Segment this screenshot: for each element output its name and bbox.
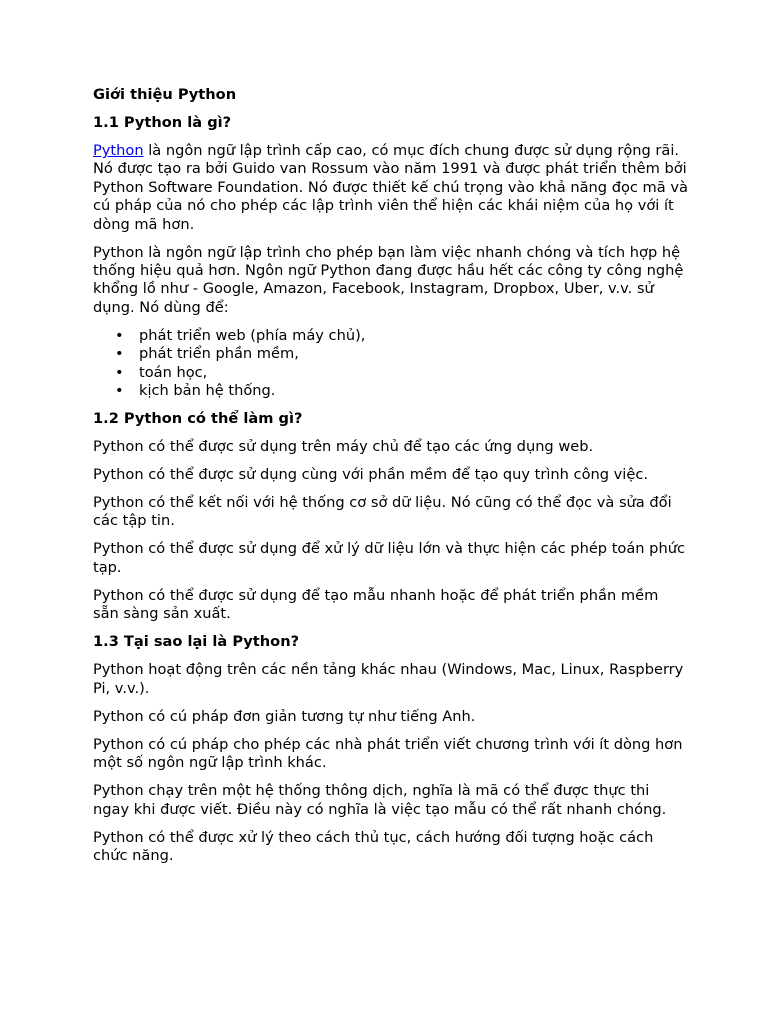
paragraph-intro-text: là ngôn ngữ lập trình cấp cao, có mục đích chung được sử dụng rộng rãi. Nó được tạo ra bởi Guido van Rossum vào năm 1991 và được phát triển thêm bởi Python Software Foundation. Nó được thiết kế chú trọng vào khả năng đọc mã và cú pháp của nó cho phép các lập trình viên thể hiện các khái niệm của họ với ít dòng mã hơn. xyxy=(93,142,688,233)
python-link[interactable]: Python xyxy=(93,142,144,159)
list-item xyxy=(93,327,688,345)
list-item-text: phát triển phần mềm, xyxy=(139,345,299,363)
list-item xyxy=(93,382,688,400)
bullet-icon: • xyxy=(115,345,124,363)
paragraph: Python hoạt động trên các nền tảng khác nhau (Windows, Mac, Linux, Raspberry Pi, v.v.). xyxy=(93,661,684,697)
paragraph: Python có thể được xử lý theo cách thủ tục, cách hướng đối tượng hoặc cách chức năng. xyxy=(93,828,654,864)
paragraph: Python có thể được sử dụng cùng với phần mềm để tạo quy trình công việc. xyxy=(93,466,648,484)
bullet-icon: • xyxy=(115,326,124,344)
paragraph: Python có cú pháp đơn giản tương tự như tiếng Anh. xyxy=(93,707,476,725)
paragraph: Python có thể được sử dụng để xử lý dữ liệu lớn và thực hiện các phép toán phức tạp. xyxy=(93,540,685,576)
paragraph: Python có cú pháp cho phép các nhà phát triển viết chương trình với ít dòng hơn một số ngôn ngữ lập trình khác. xyxy=(93,735,683,772)
paragraph: Python có thể kết nối với hệ thống cơ sở dữ liệu. Nó cũng có thể đọc và sửa đổi các tập tin. xyxy=(93,494,672,530)
paragraph: Python chạy trên một hệ thống thông dịch, nghĩa là mã có thể được thực thi ngay khi được viết. Điều này có nghĩa là việc tạo mẫu có thể rất nhanh chóng. xyxy=(93,782,667,818)
document-title: Giới thiệu Python xyxy=(93,86,237,103)
list-item-text: kịch bản hệ thống. xyxy=(139,382,276,400)
list-item-text: toán học, xyxy=(139,363,208,381)
section-heading-what-can-python-do: 1.2 Python có thể làm gì? xyxy=(93,410,303,428)
paragraph-intro xyxy=(93,142,688,234)
list-item-text: phát triển web (phía máy chủ), xyxy=(139,326,366,344)
paragraph: Python có thể được sử dụng trên máy chủ để tạo các ứng dụng web. xyxy=(93,438,594,456)
section-heading-what-is-python: 1.1 Python là gì? xyxy=(93,114,232,131)
list-item xyxy=(93,345,688,363)
bullet-icon: • xyxy=(115,363,124,381)
bullet-icon: • xyxy=(115,382,124,400)
usage-list xyxy=(93,327,688,401)
section-heading-why-python: 1.3 Tại sao lại là Python? xyxy=(93,633,300,651)
list-item xyxy=(93,364,688,382)
paragraph: Python có thể được sử dụng để tạo mẫu nhanh hoặc để phát triển phần mềm sẵn sàng sản xuất. xyxy=(93,586,659,623)
paragraph-usage: Python là ngôn ngữ lập trình cho phép bạn làm việc nhanh chóng và tích hợp hệ thống hiệu quả hơn. Ngôn ngữ Python đang được hầu hết các công ty công nghệ khổng lồ như - Google, Amazon, Facebook, Instagram, Dropbox, Uber, v.v. sử dụng. Nó dùng để: xyxy=(93,243,684,316)
